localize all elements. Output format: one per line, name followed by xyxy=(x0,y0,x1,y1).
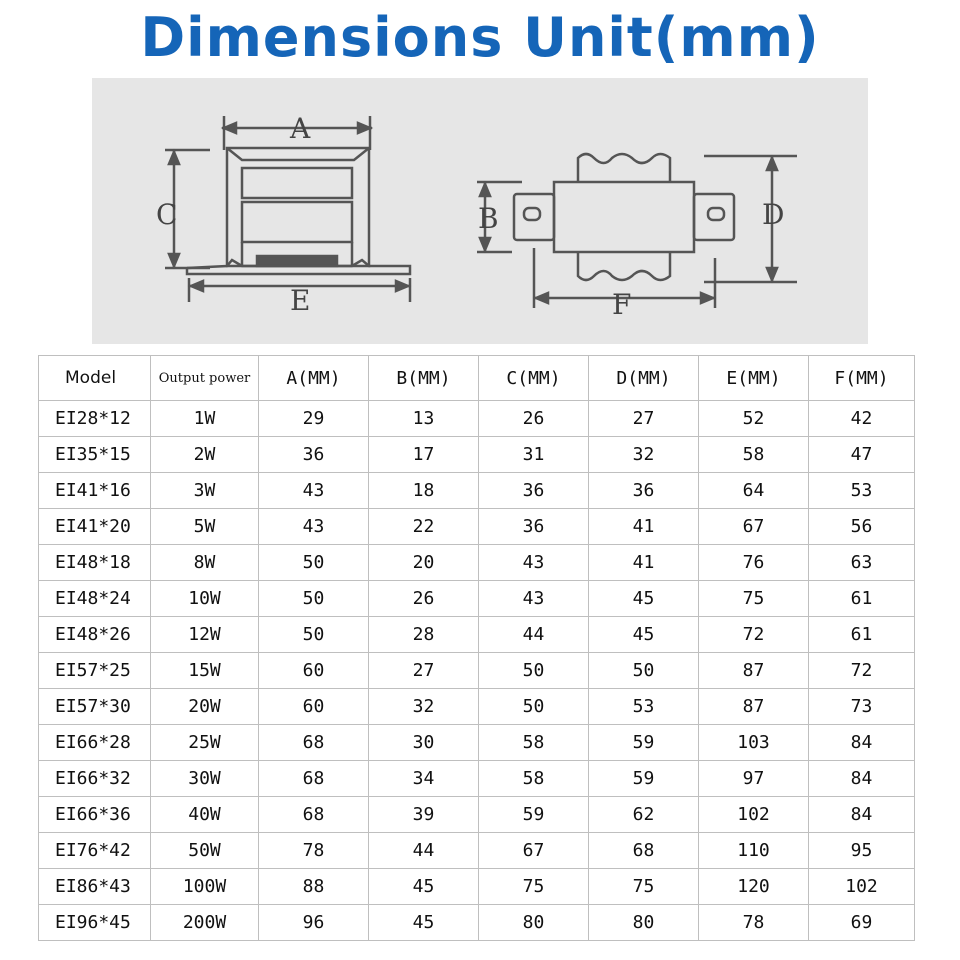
cell-d: 80 xyxy=(589,905,699,941)
cell-c: 31 xyxy=(479,437,589,473)
cell-e: 72 xyxy=(699,617,809,653)
cell-a: 50 xyxy=(259,617,369,653)
cell-output-power: 2W xyxy=(151,437,259,473)
table-header-row xyxy=(39,356,915,401)
cell-c: 44 xyxy=(479,617,589,653)
cell-e: 87 xyxy=(699,653,809,689)
cell-output-power: 1W xyxy=(151,401,259,437)
table-row xyxy=(39,617,915,653)
cell-d: 59 xyxy=(589,725,699,761)
cell-d: 75 xyxy=(589,869,699,905)
cell-d: 36 xyxy=(589,473,699,509)
cell-a: 29 xyxy=(259,401,369,437)
cell-d: 41 xyxy=(589,545,699,581)
top-view-body xyxy=(554,182,694,252)
table-body xyxy=(39,401,915,941)
cell-d: 32 xyxy=(589,437,699,473)
cell-a: 60 xyxy=(259,689,369,725)
dim-label-c: C xyxy=(156,198,178,231)
cell-model: EI86*43 xyxy=(39,869,151,905)
column-header-model: Model xyxy=(39,356,151,401)
cell-a: 68 xyxy=(259,761,369,797)
cell-a: 43 xyxy=(259,473,369,509)
cell-a: 50 xyxy=(259,545,369,581)
cell-b: 28 xyxy=(369,617,479,653)
cell-b: 22 xyxy=(369,509,479,545)
table-row xyxy=(39,797,915,833)
cell-c: 36 xyxy=(479,509,589,545)
cell-b: 17 xyxy=(369,437,479,473)
column-header-c: C(MM) xyxy=(479,356,589,401)
cell-model: EI66*28 xyxy=(39,725,151,761)
cell-a: 50 xyxy=(259,581,369,617)
page-title: Dimensions Unit(mm) xyxy=(140,6,820,69)
cell-e: 67 xyxy=(699,509,809,545)
cell-b: 32 xyxy=(369,689,479,725)
cell-d: 27 xyxy=(589,401,699,437)
side-view-body xyxy=(227,148,369,266)
cell-b: 13 xyxy=(369,401,479,437)
cell-a: 78 xyxy=(259,833,369,869)
cell-e: 78 xyxy=(699,905,809,941)
transformer-dimension-drawing xyxy=(92,78,868,344)
cell-model: EI48*26 xyxy=(39,617,151,653)
cell-f: 61 xyxy=(809,581,915,617)
cell-d: 45 xyxy=(589,581,699,617)
cell-output-power: 20W xyxy=(151,689,259,725)
dimensions-table xyxy=(38,355,915,941)
cell-output-power: 15W xyxy=(151,653,259,689)
cell-b: 30 xyxy=(369,725,479,761)
cell-model: EI57*25 xyxy=(39,653,151,689)
cell-f: 42 xyxy=(809,401,915,437)
cell-f: 56 xyxy=(809,509,915,545)
table-row xyxy=(39,869,915,905)
column-header-f: F(MM) xyxy=(809,356,915,401)
cell-output-power: 10W xyxy=(151,581,259,617)
cell-e: 120 xyxy=(699,869,809,905)
cell-e: 64 xyxy=(699,473,809,509)
dim-label-d: D xyxy=(762,198,785,231)
cell-e: 87 xyxy=(699,689,809,725)
table-row xyxy=(39,401,915,437)
table-row xyxy=(39,761,915,797)
cell-f: 47 xyxy=(809,437,915,473)
cell-f: 53 xyxy=(809,473,915,509)
cell-c: 58 xyxy=(479,761,589,797)
cell-a: 43 xyxy=(259,509,369,545)
cell-output-power: 200W xyxy=(151,905,259,941)
cell-f: 102 xyxy=(809,869,915,905)
table-row xyxy=(39,653,915,689)
cell-a: 60 xyxy=(259,653,369,689)
cell-a: 68 xyxy=(259,797,369,833)
table-row xyxy=(39,581,915,617)
cell-a: 36 xyxy=(259,437,369,473)
cell-output-power: 25W xyxy=(151,725,259,761)
table-row xyxy=(39,725,915,761)
table-row xyxy=(39,905,915,941)
cell-model: EI66*32 xyxy=(39,761,151,797)
cell-c: 58 xyxy=(479,725,589,761)
cell-output-power: 8W xyxy=(151,545,259,581)
column-header-output-power: Output power xyxy=(151,356,259,401)
cell-d: 53 xyxy=(589,689,699,725)
cell-f: 73 xyxy=(809,689,915,725)
cell-e: 75 xyxy=(699,581,809,617)
cell-output-power: 100W xyxy=(151,869,259,905)
cell-output-power: 5W xyxy=(151,509,259,545)
cell-c: 59 xyxy=(479,797,589,833)
cell-model: EI76*42 xyxy=(39,833,151,869)
column-header-b: B(MM) xyxy=(369,356,479,401)
cell-d: 68 xyxy=(589,833,699,869)
cell-f: 63 xyxy=(809,545,915,581)
cell-model: EI35*15 xyxy=(39,437,151,473)
cell-c: 67 xyxy=(479,833,589,869)
cell-a: 88 xyxy=(259,869,369,905)
cell-d: 59 xyxy=(589,761,699,797)
cell-model: EI48*18 xyxy=(39,545,151,581)
column-header-e: E(MM) xyxy=(699,356,809,401)
cell-e: 102 xyxy=(699,797,809,833)
cell-d: 41 xyxy=(589,509,699,545)
dim-label-f: F xyxy=(612,288,632,321)
table-row xyxy=(39,833,915,869)
cell-c: 80 xyxy=(479,905,589,941)
cell-b: 18 xyxy=(369,473,479,509)
cell-b: 44 xyxy=(369,833,479,869)
cell-f: 84 xyxy=(809,761,915,797)
cell-output-power: 12W xyxy=(151,617,259,653)
cell-d: 62 xyxy=(589,797,699,833)
table-row xyxy=(39,437,915,473)
cell-b: 26 xyxy=(369,581,479,617)
dimensions-table-wrap xyxy=(38,355,914,941)
cell-b: 45 xyxy=(369,869,479,905)
cell-c: 43 xyxy=(479,581,589,617)
cell-model: EI96*45 xyxy=(39,905,151,941)
cell-f: 95 xyxy=(809,833,915,869)
dimension-diagram xyxy=(92,78,868,344)
dim-label-b: B xyxy=(478,202,499,235)
cell-a: 68 xyxy=(259,725,369,761)
cell-f: 84 xyxy=(809,725,915,761)
cell-d: 50 xyxy=(589,653,699,689)
table-row xyxy=(39,473,915,509)
cell-d: 45 xyxy=(589,617,699,653)
cell-model: EI41*20 xyxy=(39,509,151,545)
cell-f: 72 xyxy=(809,653,915,689)
cell-e: 110 xyxy=(699,833,809,869)
cell-e: 58 xyxy=(699,437,809,473)
cell-c: 50 xyxy=(479,653,589,689)
cell-b: 27 xyxy=(369,653,479,689)
cell-c: 36 xyxy=(479,473,589,509)
column-header-a: A(MM) xyxy=(259,356,369,401)
cell-output-power: 30W xyxy=(151,761,259,797)
cell-c: 50 xyxy=(479,689,589,725)
cell-f: 69 xyxy=(809,905,915,941)
cell-e: 103 xyxy=(699,725,809,761)
cell-e: 52 xyxy=(699,401,809,437)
cell-b: 45 xyxy=(369,905,479,941)
cell-c: 43 xyxy=(479,545,589,581)
cell-model: EI57*30 xyxy=(39,689,151,725)
table-row xyxy=(39,689,915,725)
column-header-d: D(MM) xyxy=(589,356,699,401)
cell-b: 20 xyxy=(369,545,479,581)
dim-label-e: E xyxy=(290,284,311,317)
dim-label-a: A xyxy=(290,112,311,145)
cell-e: 76 xyxy=(699,545,809,581)
cell-b: 34 xyxy=(369,761,479,797)
cell-a: 96 xyxy=(259,905,369,941)
cell-model: EI28*12 xyxy=(39,401,151,437)
cell-c: 75 xyxy=(479,869,589,905)
cell-model: EI41*16 xyxy=(39,473,151,509)
cell-e: 97 xyxy=(699,761,809,797)
table-row xyxy=(39,545,915,581)
cell-model: EI48*24 xyxy=(39,581,151,617)
cell-output-power: 50W xyxy=(151,833,259,869)
cell-c: 26 xyxy=(479,401,589,437)
cell-model: EI66*36 xyxy=(39,797,151,833)
cell-b: 39 xyxy=(369,797,479,833)
cell-output-power: 3W xyxy=(151,473,259,509)
cell-output-power: 40W xyxy=(151,797,259,833)
cell-f: 61 xyxy=(809,617,915,653)
table-row xyxy=(39,509,915,545)
cell-f: 84 xyxy=(809,797,915,833)
